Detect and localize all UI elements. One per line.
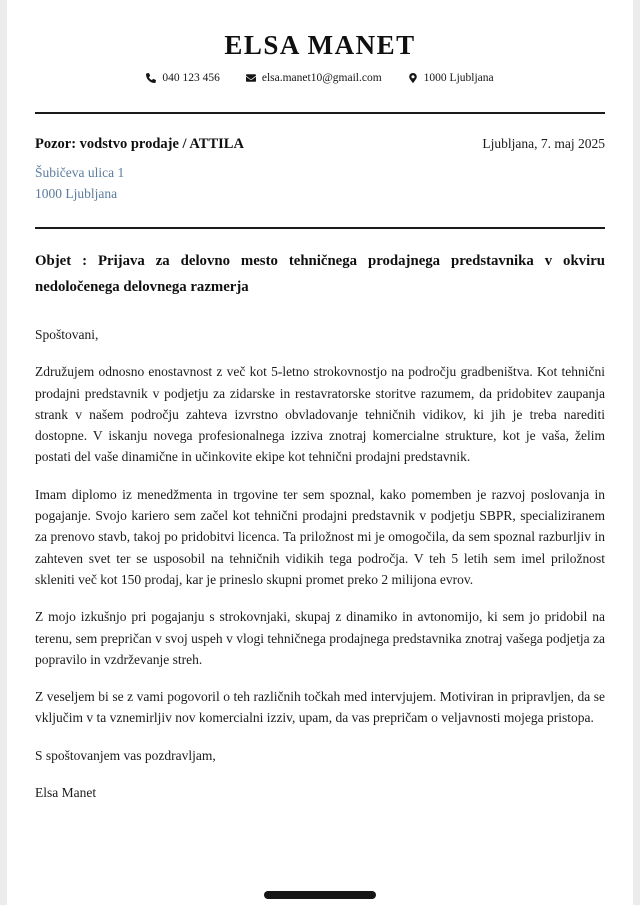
recipient-address xyxy=(35,162,605,204)
signature: Elsa Manet xyxy=(35,785,97,801)
letter-date: Ljubljana, 7. maj 2025 xyxy=(482,136,605,151)
body-paragraph-2: Imam diplomo iz menedžmenta in trgovine ter sem spoznal, kako pomemben je razvoj poslovanja in pogajanje. Svojo kariero sem začel kot tehnični prodajni predstavnik v podjetju SBPR, specializiranem za prenovo stavb, takoj po pridobitvi licenca. Ta priložnost mi je omogočila, da sem spoznal razburljiv in zahteven svet ter se usposobil na tehničnih vidikih tega področja. V teh 5 letih sem imel priložnost skleniti več kot 150 prodaj, kar je prineslo skupni promet preko 2 milijona evrov. xyxy=(35,486,605,587)
attention-line: Pozor: vodstvo prodaje / ATTILA xyxy=(35,136,244,152)
body-paragraph-3: Z mojo izkušnjo pri pogajanju s strokovnjaki, skupaj z dinamiko in avtonomijo, ki sem jo pridobil na terenu, sem prepričan v svoj uspeh v vlogi tehničnega prodajnega predstavnika znotraj vašega podjetja za popravilo in vzdrževanje streh. xyxy=(35,609,605,667)
phone-icon xyxy=(146,73,156,83)
closing-line: S spoštovanjem vas pozdravljam, xyxy=(35,747,216,763)
address-line-2: 1000 Ljubljana xyxy=(35,186,118,201)
body-paragraph-1: Združujem odnosno enostavnost z več kot 5-letno strokovnostjo na področju gradbeništva. Kot tehnični prodajni predstavnik v podjetju za zidarske in restavratorske storitve razumem, da pridobitev zaupanja strank v našem področju zahteva izvrstno obvladovanje tehničnih vidikov, ki jih je treba narediti dostopne. V iskanju novega profesionalnega izziva znotraj komercialne strukture, kot je vaša, želim postati del vaše dinamične in učinkovite ekipe kot tehnični prodajni predstavnik. xyxy=(35,364,605,465)
location-text: 1000 Ljubljana xyxy=(423,72,494,84)
contact-email[interactable] xyxy=(246,72,382,84)
divider-subject xyxy=(35,227,605,229)
page-title: ELSA MANET xyxy=(224,30,416,60)
letter-header xyxy=(35,30,605,84)
phone-number: 040 123 456 xyxy=(162,72,220,84)
divider-header xyxy=(35,112,605,114)
email-address: elsa.manet10@gmail.com xyxy=(261,72,382,84)
salutation: Spoštovani, xyxy=(35,327,99,342)
letter-body xyxy=(35,324,605,803)
recipient-block xyxy=(35,136,605,204)
map-pin-icon xyxy=(408,73,418,83)
subject-line: Objet : Prijava za delovno mesto tehničnega prodajnega predstavnika v okviru nedoločenega delovnega razmerja xyxy=(35,253,605,295)
body-paragraph-4: Z veseljem bi se z vami pogovoril o teh različnih točkah med intervjujem. Motiviran in pripravljen, da se vključim v ta vznemirljiv nov komercialni izziv, upam, da vas prepričam o veljavnosti mojega pristopa. xyxy=(35,689,605,726)
contact-row xyxy=(35,72,605,84)
home-indicator xyxy=(264,891,376,899)
contact-phone xyxy=(146,72,220,84)
address-line-1: Šubičeva ulica 1 xyxy=(35,165,125,180)
envelope-icon xyxy=(246,73,256,83)
contact-location xyxy=(408,72,494,84)
